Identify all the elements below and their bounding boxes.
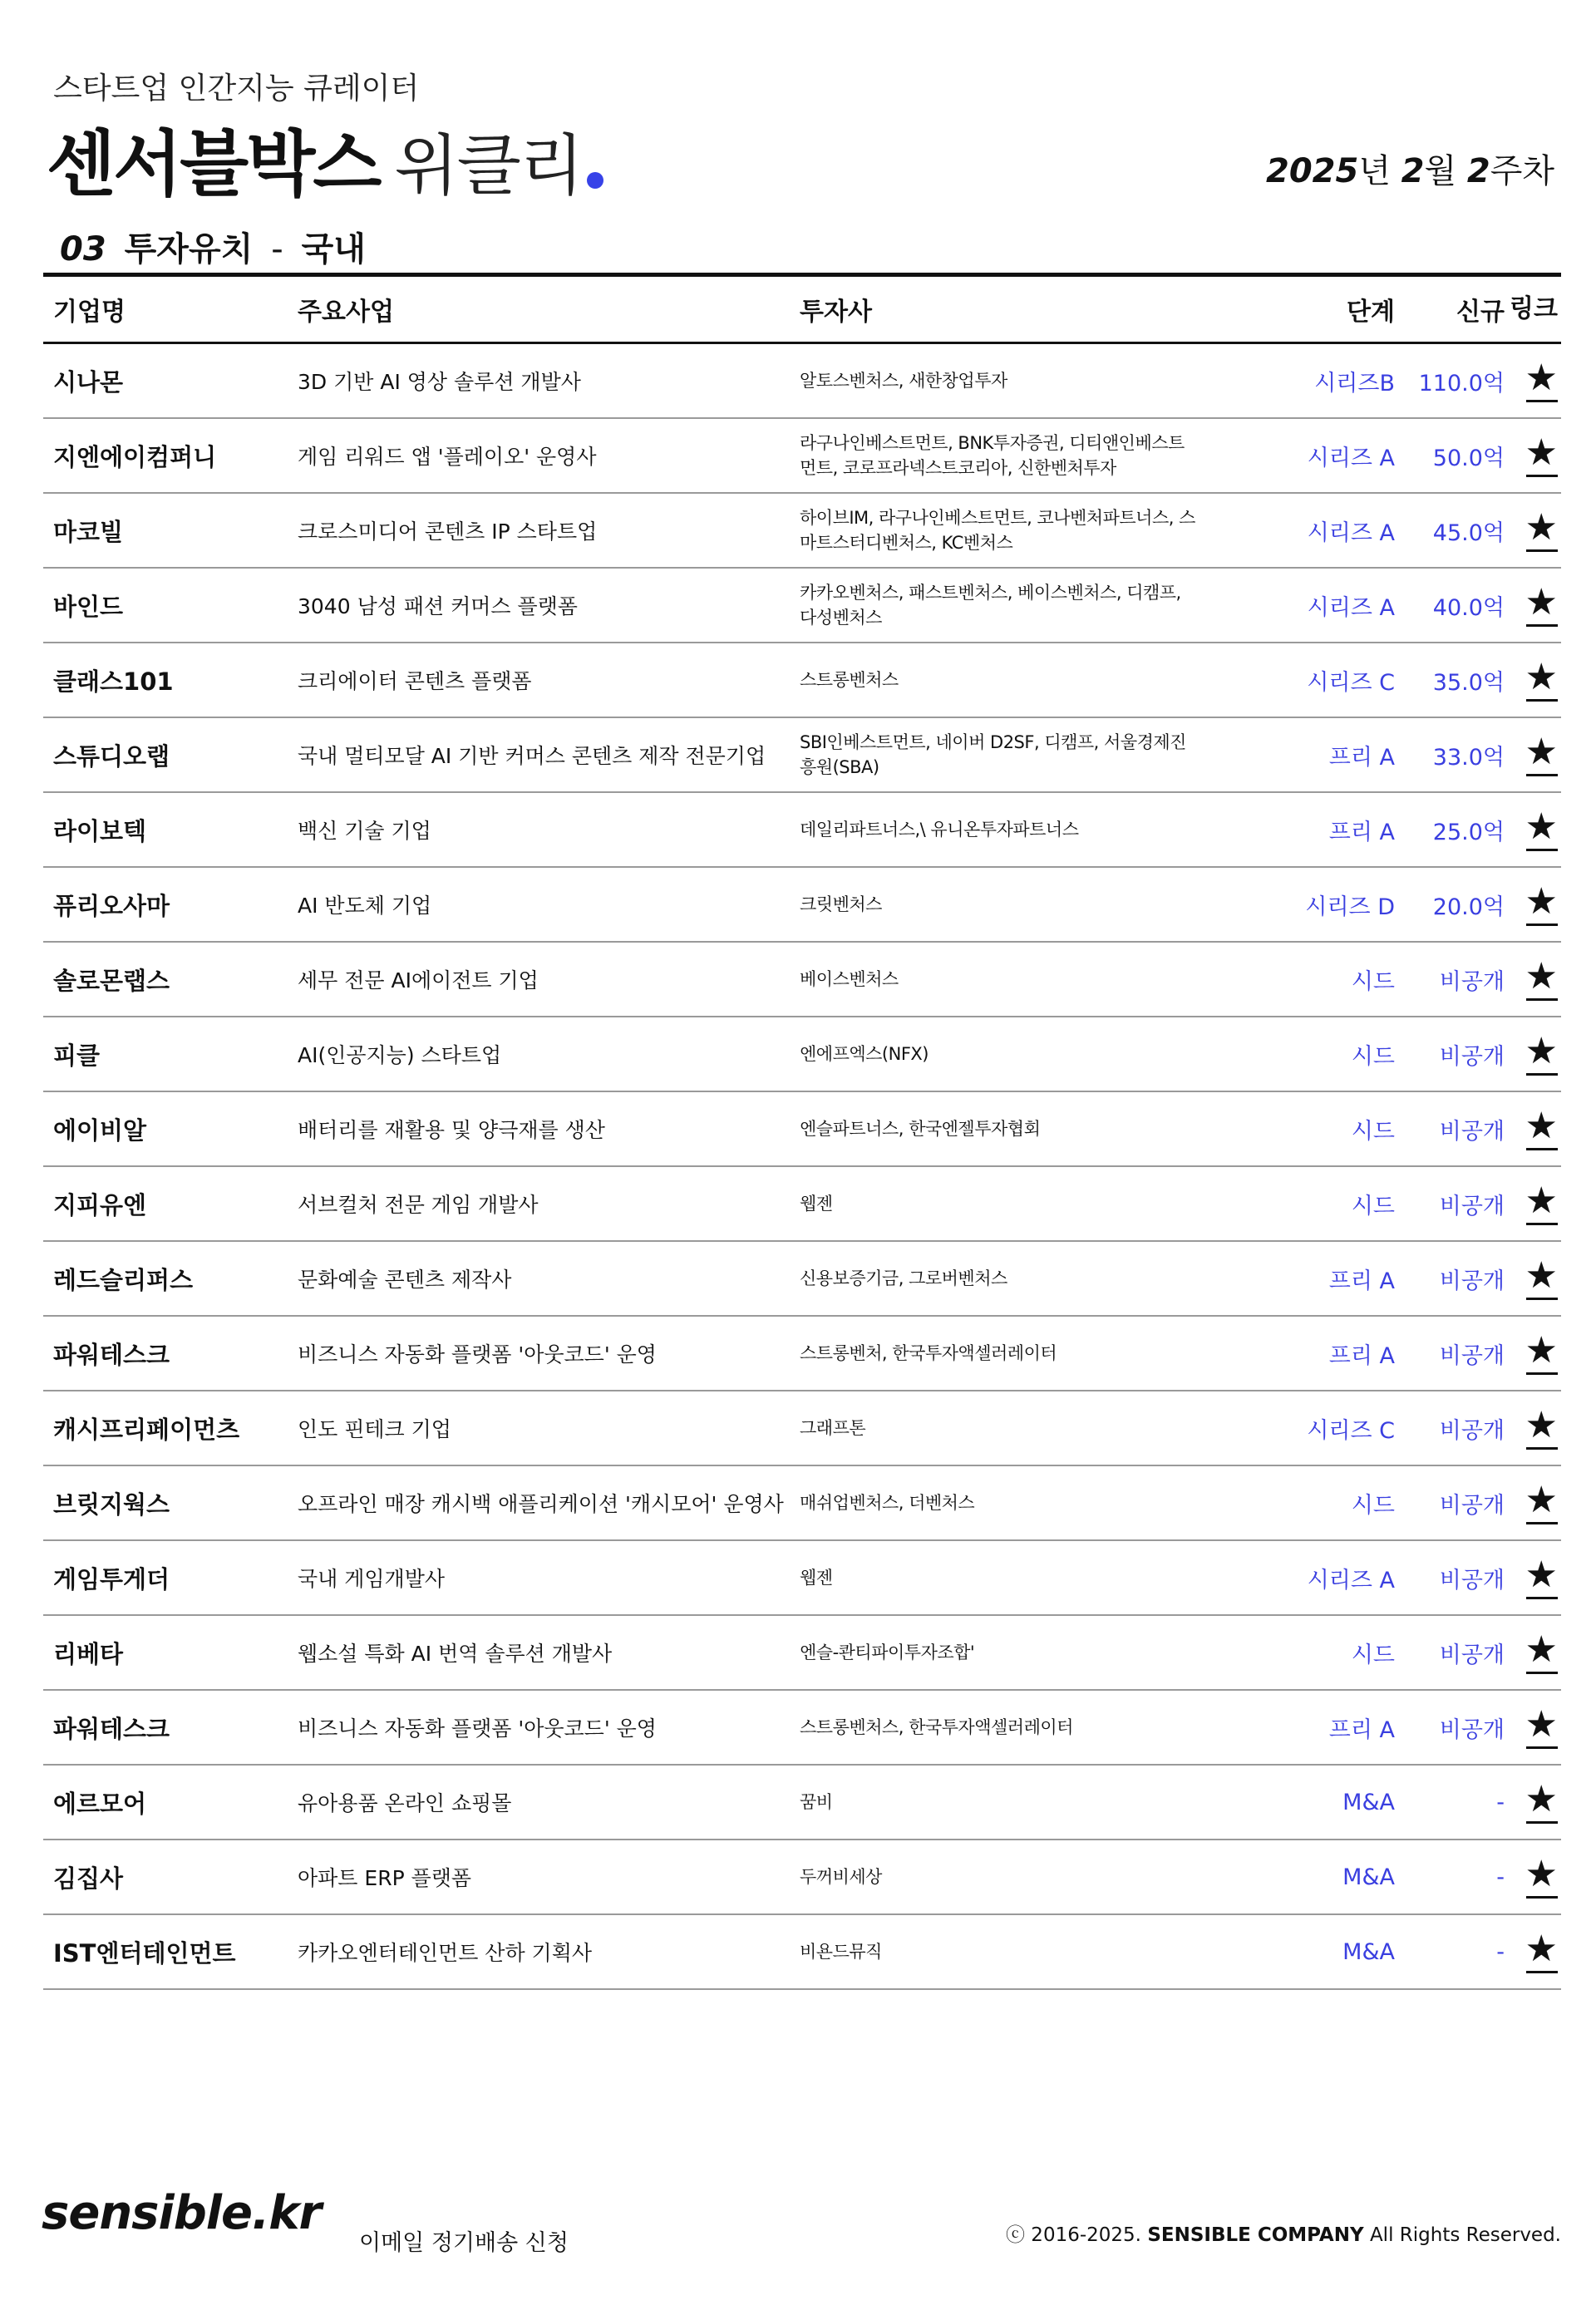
- issue-week: 2: [1466, 152, 1490, 190]
- article-link[interactable]: [1506, 580, 1561, 627]
- table-row: [43, 1017, 1561, 1092]
- funding-amount: 비공개: [1439, 1193, 1505, 1219]
- article-link[interactable]: [1506, 1179, 1561, 1225]
- article-link[interactable]: [1506, 1852, 1561, 1899]
- investors: 스트롱벤처스, 한국투자액셀러레이터: [800, 1717, 1073, 1737]
- article-link[interactable]: [1506, 1253, 1561, 1300]
- business-description: 아파트 ERP 플랫폼: [298, 1866, 472, 1890]
- table-row: [43, 1466, 1561, 1541]
- star-link-icon[interactable]: ★: [1525, 1482, 1558, 1524]
- company-name: 시나몬: [53, 367, 124, 396]
- column-header-new: 신규: [1456, 298, 1505, 327]
- business-description: 유아용품 온라인 쇼핑몰: [298, 1791, 512, 1815]
- business-description: 게임 리워드 앱 '플레이오' 운영사: [298, 445, 597, 469]
- article-link[interactable]: [1506, 1927, 1561, 1973]
- investors: 매쉬업벤처스, 더벤처스: [800, 1493, 975, 1513]
- funding-stage: 시드: [1351, 1118, 1395, 1145]
- table-body: [43, 344, 1561, 1990]
- funding-stage: 프리 A: [1328, 744, 1395, 771]
- funding-amount: 비공개: [1439, 1642, 1505, 1668]
- funding-stage: 시드: [1351, 1492, 1395, 1519]
- funding-stage: 시리즈 C: [1307, 1417, 1395, 1444]
- investment-table: [43, 273, 1561, 1990]
- table-row: [43, 1541, 1561, 1616]
- investors: 알토스벤처스, 새한창업투자: [800, 371, 1007, 391]
- company-name: 파워테스크: [53, 1714, 170, 1743]
- section-separator: -: [271, 230, 283, 268]
- business-description: 세무 전문 AI에이전트 기업: [298, 968, 539, 992]
- copyright: [1006, 2219, 1561, 2247]
- company-name: 클래스101: [53, 667, 174, 696]
- funding-stage: 시리즈 C: [1307, 669, 1395, 696]
- copyright-suffix: All Rights Reserved.: [1369, 2224, 1561, 2246]
- newsletter-title: [47, 106, 603, 209]
- funding-stage: 프리 A: [1328, 1342, 1395, 1369]
- funding-amount: 비공개: [1439, 1567, 1505, 1593]
- article-link[interactable]: [1506, 1478, 1561, 1524]
- funding-stage: 시리즈 D: [1305, 894, 1395, 920]
- investors: 스트롱벤처스: [800, 670, 899, 690]
- investors: 라구나인베스트먼트, BNK투자증권, 디티앤인베스트먼트, 코로프라넥스트코리아, 신한벤처투자: [800, 433, 1185, 478]
- business-description: 크로스미디어 콘텐츠 IP 스타트업: [298, 520, 598, 544]
- funding-amount: -: [1496, 1938, 1505, 1965]
- funding-amount: 비공개: [1439, 1118, 1505, 1145]
- company-name: 에이비알: [53, 1116, 147, 1145]
- table-row: [43, 494, 1561, 569]
- funding-amount: 비공개: [1439, 968, 1505, 995]
- column-header-investors: 투자사: [800, 298, 872, 327]
- funding-amount: 비공개: [1439, 1043, 1505, 1070]
- article-link[interactable]: [1506, 655, 1561, 702]
- article-link[interactable]: [1506, 1328, 1561, 1375]
- subscribe-link[interactable]: 이메일 정기배송 신청: [359, 2230, 569, 2256]
- newsletter-subtitle: 스타트업 인간지능 큐레이터: [53, 71, 420, 106]
- investors: 엔슬-콴티파이투자조합': [800, 1643, 975, 1662]
- column-header-business: 주요사업: [298, 298, 394, 327]
- business-description: AI 반도체 기업: [298, 894, 432, 918]
- article-link[interactable]: [1506, 1628, 1561, 1674]
- company-name: 지피유엔: [53, 1190, 147, 1219]
- column-header-company: 기업명: [53, 298, 126, 327]
- funding-stage: M&A: [1342, 1864, 1395, 1890]
- table-row: [43, 569, 1561, 643]
- table-row: [43, 1092, 1561, 1167]
- issue-date: [1266, 145, 1554, 192]
- star-link-icon[interactable]: ★: [1525, 1258, 1558, 1300]
- company-name: 피클: [53, 1041, 101, 1070]
- star-link-icon[interactable]: ★: [1525, 360, 1558, 402]
- funding-stage: 시드: [1351, 1043, 1395, 1070]
- funding-stage: 시드: [1351, 968, 1395, 995]
- funding-amount: 25.0억: [1432, 819, 1505, 845]
- star-link-icon[interactable]: ★: [1525, 1632, 1558, 1674]
- table-row: [43, 1915, 1561, 1990]
- company-name: 브릿지웍스: [53, 1490, 170, 1519]
- funding-stage: 프리 A: [1328, 819, 1395, 845]
- company-name: 김집사: [53, 1864, 124, 1893]
- table-row: [43, 793, 1561, 868]
- section-number: 03: [60, 230, 106, 268]
- investors: 웹젠: [800, 1194, 833, 1214]
- star-link-icon[interactable]: ★: [1525, 734, 1558, 776]
- investors: 그래프톤: [800, 1418, 866, 1438]
- company-name: 에르모어: [53, 1789, 147, 1818]
- issue-month: 2: [1401, 152, 1425, 190]
- company-name: 라이보텍: [53, 816, 147, 845]
- table-row: [43, 1766, 1561, 1840]
- investors: 신용보증기금, 그로버벤처스: [800, 1268, 1007, 1288]
- investors: 두꺼비세상: [800, 1867, 882, 1887]
- funding-stage: 프리 A: [1328, 1716, 1395, 1743]
- article-link[interactable]: [1506, 879, 1561, 926]
- investors: 비욘드뮤직: [800, 1942, 882, 1962]
- funding-amount: 40.0억: [1432, 594, 1505, 621]
- article-link[interactable]: [1506, 1553, 1561, 1599]
- issue-month-unit: 월: [1424, 152, 1457, 190]
- funding-stage: 시드: [1351, 1642, 1395, 1668]
- company-name: 마코빌: [53, 517, 124, 546]
- funding-amount: 비공개: [1439, 1268, 1505, 1294]
- title-main: 센서블박스: [47, 123, 380, 206]
- table-row: [43, 718, 1561, 793]
- section-title: 투자유치: [124, 230, 254, 268]
- funding-stage: M&A: [1342, 1789, 1395, 1815]
- star-link-icon[interactable]: ★: [1525, 958, 1558, 1001]
- issue-year: 2025: [1265, 152, 1359, 190]
- star-link-icon[interactable]: ★: [1525, 1931, 1558, 1973]
- star-link-icon[interactable]: ★: [1525, 1033, 1558, 1076]
- business-description: 카카오엔터테인먼트 산하 기획사: [298, 1941, 592, 1965]
- column-header-stage: 단계: [1347, 298, 1395, 327]
- article-link[interactable]: [1506, 431, 1561, 477]
- investors: 스트롱벤처, 한국투자액셀러레이터: [800, 1343, 1057, 1363]
- funding-stage: 시리즈 A: [1307, 1567, 1395, 1593]
- funding-amount: 45.0억: [1432, 520, 1505, 546]
- copyright-prefix: ⓒ 2016-2025.: [1006, 2224, 1141, 2246]
- star-link-icon[interactable]: ★: [1525, 884, 1558, 926]
- investors: 엔에프엑스(NFX): [800, 1044, 929, 1064]
- article-link[interactable]: [1506, 805, 1561, 851]
- table-row: [43, 1691, 1561, 1766]
- article-link[interactable]: [1506, 1403, 1561, 1450]
- star-link-icon[interactable]: ★: [1525, 1183, 1558, 1225]
- company-name: 캐시프리페이먼츠: [53, 1415, 240, 1444]
- star-link-icon[interactable]: ★: [1525, 584, 1558, 627]
- funding-stage: 시리즈B: [1314, 370, 1395, 396]
- business-description: 비즈니스 자동화 플랫폼 '아웃코드' 운영: [298, 1716, 657, 1741]
- table-row: [43, 643, 1561, 718]
- company-name: 바인드: [53, 592, 124, 621]
- article-link[interactable]: [1506, 954, 1561, 1001]
- investors: 엔슬파트너스, 한국엔젤투자협회: [800, 1119, 1041, 1139]
- investors: 베이스벤처스: [800, 969, 899, 989]
- company-name: 퓨리오사마: [53, 891, 170, 920]
- investors: SBI인베스트먼트, 네이버 D2SF, 디캠프, 서울경제진흥원(SBA): [800, 732, 1186, 777]
- star-link-icon[interactable]: ★: [1525, 809, 1558, 851]
- funding-stage: M&A: [1342, 1938, 1395, 1965]
- investors: 데일리파트너스,\ 유니온투자파트너스: [800, 820, 1079, 840]
- business-description: 3040 남성 패션 커머스 플랫폼: [298, 594, 578, 618]
- title-dot-icon: [587, 172, 603, 189]
- funding-amount: 비공개: [1439, 1716, 1505, 1743]
- table-row: [43, 1391, 1561, 1466]
- star-link-icon[interactable]: ★: [1525, 510, 1558, 552]
- star-link-icon[interactable]: ★: [1525, 1781, 1558, 1824]
- table-header: [43, 277, 1561, 344]
- section-subtitle: 국내: [301, 230, 366, 268]
- funding-amount: 35.0억: [1432, 669, 1505, 696]
- table-row: [43, 1242, 1561, 1317]
- company-name: 레드슬리퍼스: [53, 1265, 194, 1294]
- article-link[interactable]: [1506, 1104, 1561, 1150]
- funding-amount: -: [1496, 1789, 1505, 1815]
- funding-stage: 시리즈 A: [1307, 520, 1395, 546]
- funding-amount: 비공개: [1439, 1342, 1505, 1369]
- funding-amount: 비공개: [1439, 1417, 1505, 1444]
- business-description: 3D 기반 AI 영상 솔루션 개발사: [298, 370, 581, 394]
- investors: 카카오벤처스, 패스트벤처스, 베이스벤처스, 디캠프, 다성벤처스: [800, 583, 1181, 628]
- table-row: [43, 419, 1561, 494]
- star-link-icon[interactable]: ★: [1525, 1332, 1558, 1375]
- issue-year-unit: 년: [1358, 152, 1391, 190]
- company-name: 솔로몬랩스: [53, 966, 170, 995]
- issue-week-unit: 주차: [1490, 152, 1554, 190]
- footer-brand-logo[interactable]: sensible.kr: [42, 2186, 322, 2240]
- star-link-icon[interactable]: ★: [1525, 659, 1558, 702]
- funding-stage: 시드: [1351, 1193, 1395, 1219]
- column-header-link: 링크: [1510, 294, 1558, 323]
- business-description: 국내 게임개발사: [298, 1567, 445, 1591]
- investors: 웹젠: [800, 1568, 833, 1588]
- funding-amount: 110.0억: [1418, 370, 1505, 396]
- funding-amount: 33.0억: [1432, 744, 1505, 771]
- company-name: 리베타: [53, 1639, 124, 1668]
- table-row: [43, 1616, 1561, 1691]
- company-name: IST엔터테인먼트: [53, 1938, 236, 1968]
- star-link-icon[interactable]: ★: [1525, 1707, 1558, 1749]
- business-description: 오프라인 매장 캐시백 애플리케이션 '캐시모어' 운영사: [298, 1492, 784, 1516]
- business-description: 문화예술 콘텐츠 제작사: [298, 1268, 512, 1292]
- company-name: 파워테스크: [53, 1340, 170, 1369]
- section-heading: [60, 223, 366, 270]
- business-description: 비즈니스 자동화 플랫폼 '아웃코드' 운영: [298, 1342, 657, 1367]
- table-row: [43, 344, 1561, 419]
- star-link-icon[interactable]: ★: [1525, 1108, 1558, 1150]
- table-row: [43, 1317, 1561, 1391]
- business-description: AI(인공지능) 스타트업: [298, 1043, 502, 1067]
- company-name: 게임투게더: [53, 1564, 170, 1593]
- investors: 꿈비: [800, 1792, 833, 1812]
- article-link[interactable]: [1506, 730, 1561, 776]
- business-description: 배터리를 재활용 및 양극재를 생산: [298, 1118, 605, 1142]
- funding-amount: -: [1496, 1864, 1505, 1890]
- article-link[interactable]: [1506, 505, 1561, 552]
- table-row: [43, 1167, 1561, 1242]
- company-name: 지엔에이컴퍼니: [53, 442, 217, 471]
- table-row: [43, 1840, 1561, 1915]
- star-link-icon[interactable]: ★: [1525, 1407, 1558, 1450]
- business-description: 크리에이터 콘텐츠 플랫폼: [298, 669, 532, 693]
- funding-stage: 시리즈 A: [1307, 445, 1395, 471]
- copyright-company: SENSIBLE COMPANY: [1147, 2224, 1364, 2246]
- investors: 하이브IM, 라구나인베스트먼트, 코나벤처파트너스, 스마트스터디벤처스, KC벤처스: [800, 508, 1195, 553]
- article-link[interactable]: [1506, 1777, 1561, 1824]
- funding-amount: 20.0억: [1432, 894, 1505, 920]
- funding-stage: 시리즈 A: [1307, 594, 1395, 621]
- company-name: 스튜디오랩: [53, 741, 170, 771]
- funding-amount: 비공개: [1439, 1492, 1505, 1519]
- funding-amount: 50.0억: [1432, 445, 1505, 471]
- business-description: 백신 기술 기업: [298, 819, 431, 843]
- star-link-icon[interactable]: ★: [1525, 1557, 1558, 1599]
- investors: 크릿벤처스: [800, 894, 882, 914]
- table-row: [43, 868, 1561, 943]
- business-description: 국내 멀티모달 AI 기반 커머스 콘텐츠 제작 전문기업: [298, 744, 766, 768]
- star-link-icon[interactable]: ★: [1525, 435, 1558, 477]
- business-description: 서브컬처 전문 게임 개발사: [298, 1193, 539, 1217]
- table-row: [43, 943, 1561, 1017]
- article-link[interactable]: [1506, 356, 1561, 402]
- funding-stage: 프리 A: [1328, 1268, 1395, 1294]
- business-description: 인도 핀테크 기업: [298, 1417, 451, 1441]
- business-description: 웹소설 특화 AI 번역 솔루션 개발사: [298, 1642, 613, 1666]
- star-link-icon[interactable]: ★: [1525, 1856, 1558, 1899]
- title-light: 위클리: [394, 127, 583, 204]
- article-link[interactable]: [1506, 1029, 1561, 1076]
- article-link[interactable]: [1506, 1702, 1561, 1749]
